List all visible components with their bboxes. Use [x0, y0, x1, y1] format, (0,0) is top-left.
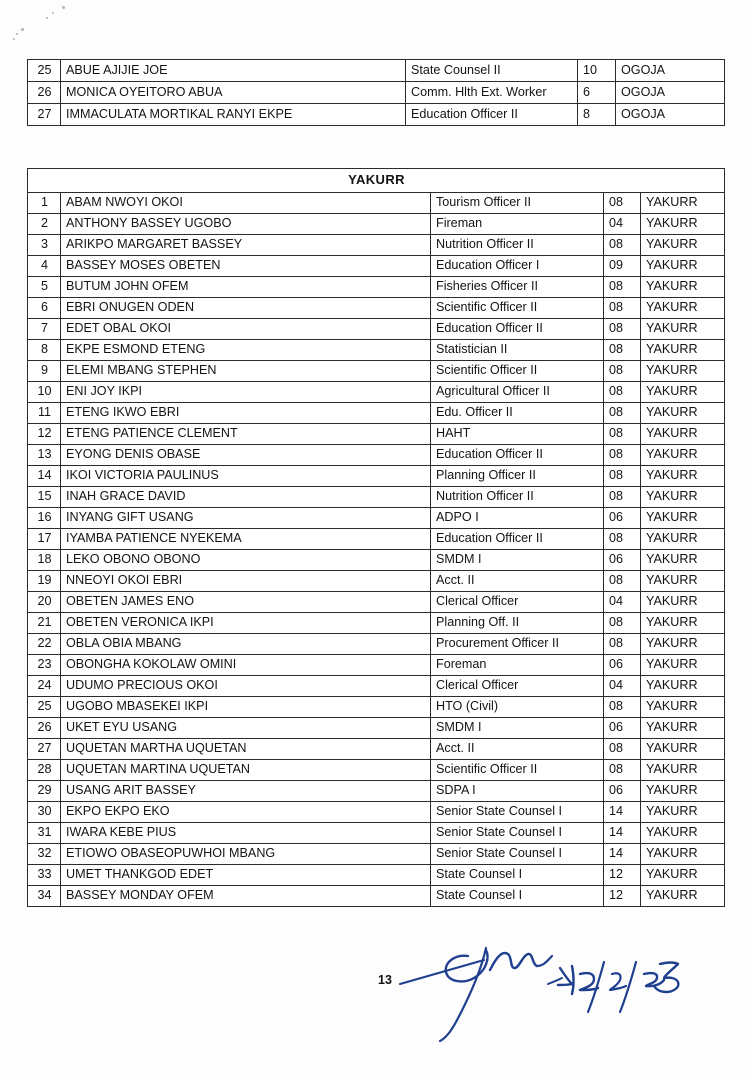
cell-serial-number: 29	[28, 781, 61, 802]
table-row	[28, 865, 725, 886]
section-title: YAKURR	[28, 169, 725, 193]
cell-grade-level: 12	[604, 865, 641, 886]
cell-grade-level: 08	[604, 340, 641, 361]
table-row	[28, 382, 725, 403]
cell-post: Education Officer II	[406, 104, 578, 126]
cell-post: Clerical Officer	[431, 592, 604, 613]
cell-name: ABUE AJIJIE JOE	[61, 60, 406, 82]
cell-post: Foreman	[431, 655, 604, 676]
cell-grade-level: 06	[604, 550, 641, 571]
cell-serial-number: 22	[28, 634, 61, 655]
cell-post: Education Officer II	[431, 529, 604, 550]
cell-post: Edu. Officer II	[431, 403, 604, 424]
cell-serial-number: 27	[28, 739, 61, 760]
cell-lga: YAKURR	[641, 508, 725, 529]
cell-lga: YAKURR	[641, 655, 725, 676]
cell-grade-level: 14	[604, 844, 641, 865]
cell-grade-level: 08	[604, 487, 641, 508]
cell-grade-level: 08	[604, 760, 641, 781]
cell-grade-level: 06	[604, 781, 641, 802]
scan-speck	[13, 38, 15, 40]
cell-grade-level: 08	[604, 739, 641, 760]
cell-serial-number: 28	[28, 760, 61, 781]
cell-lga: YAKURR	[641, 865, 725, 886]
cell-serial-number: 14	[28, 466, 61, 487]
cell-post: Comm. Hlth Ext. Worker	[406, 82, 578, 104]
scan-speck	[62, 6, 65, 9]
cell-post: Clerical Officer	[431, 676, 604, 697]
cell-name: ETIOWO OBASEOPUWHOI MBANG	[61, 844, 431, 865]
cell-grade-level: 04	[604, 214, 641, 235]
cell-lga: YAKURR	[641, 361, 725, 382]
cell-post: Nutrition Officer II	[431, 487, 604, 508]
cell-lga: YAKURR	[641, 676, 725, 697]
staff-table-yakurr	[27, 168, 725, 907]
cell-lga: YAKURR	[641, 781, 725, 802]
cell-lga: YAKURR	[641, 529, 725, 550]
cell-serial-number: 10	[28, 382, 61, 403]
cell-serial-number: 25	[28, 60, 61, 82]
table-row	[28, 571, 725, 592]
cell-lga: YAKURR	[641, 802, 725, 823]
cell-post: SMDM I	[431, 718, 604, 739]
table-row	[28, 823, 725, 844]
cell-grade-level: 08	[604, 466, 641, 487]
cell-name: ENI JOY IKPI	[61, 382, 431, 403]
cell-grade-level: 08	[604, 319, 641, 340]
cell-grade-level: 08	[604, 424, 641, 445]
cell-name: UKET EYU USANG	[61, 718, 431, 739]
cell-lga: YAKURR	[641, 214, 725, 235]
cell-name: EKPO EKPO EKO	[61, 802, 431, 823]
table-row	[28, 214, 725, 235]
scan-speck	[21, 28, 24, 31]
table-row	[28, 886, 725, 907]
cell-lga: YAKURR	[641, 466, 725, 487]
table-row	[28, 613, 725, 634]
cell-lga: YAKURR	[641, 613, 725, 634]
cell-serial-number: 18	[28, 550, 61, 571]
cell-post: Procurement Officer II	[431, 634, 604, 655]
cell-grade-level: 8	[578, 104, 616, 126]
cell-grade-level: 08	[604, 613, 641, 634]
table-row	[28, 655, 725, 676]
table-row	[28, 466, 725, 487]
cell-serial-number: 21	[28, 613, 61, 634]
cell-grade-level: 08	[604, 634, 641, 655]
cell-serial-number: 11	[28, 403, 61, 424]
cell-name: EKPE ESMOND ETENG	[61, 340, 431, 361]
cell-serial-number: 5	[28, 277, 61, 298]
table-row	[28, 319, 725, 340]
cell-serial-number: 15	[28, 487, 61, 508]
cell-name: UMET THANKGOD EDET	[61, 865, 431, 886]
table-row	[28, 634, 725, 655]
cell-grade-level: 14	[604, 823, 641, 844]
table-row	[28, 361, 725, 382]
cell-name: ABAM NWOYI OKOI	[61, 193, 431, 214]
cell-serial-number: 23	[28, 655, 61, 676]
scan-speck	[52, 12, 54, 14]
cell-grade-level: 06	[604, 508, 641, 529]
cell-post: Senior State Counsel I	[431, 802, 604, 823]
cell-name: USANG ARIT BASSEY	[61, 781, 431, 802]
table-row	[28, 298, 725, 319]
cell-name: EBRI ONUGEN ODEN	[61, 298, 431, 319]
cell-post: Scientific Officer II	[431, 760, 604, 781]
cell-serial-number: 27	[28, 104, 61, 126]
cell-serial-number: 1	[28, 193, 61, 214]
table-row	[28, 697, 725, 718]
table-row	[28, 760, 725, 781]
cell-lga: YAKURR	[641, 823, 725, 844]
cell-post: Planning Off. II	[431, 613, 604, 634]
cell-post: Nutrition Officer II	[431, 235, 604, 256]
cell-post: HAHT	[431, 424, 604, 445]
cell-post: State Counsel I	[431, 886, 604, 907]
table-row	[28, 235, 725, 256]
cell-grade-level: 08	[604, 361, 641, 382]
cell-lga: YAKURR	[641, 382, 725, 403]
cell-post: Agricultural Officer II	[431, 382, 604, 403]
cell-lga: YAKURR	[641, 760, 725, 781]
cell-lga: YAKURR	[641, 718, 725, 739]
cell-post: SDPA I	[431, 781, 604, 802]
cell-lga: YAKURR	[641, 319, 725, 340]
cell-name: BUTUM JOHN OFEM	[61, 277, 431, 298]
table-row	[28, 445, 725, 466]
table-row	[28, 82, 725, 104]
cell-grade-level: 08	[604, 445, 641, 466]
page-number: 13	[378, 973, 392, 987]
cell-serial-number: 26	[28, 718, 61, 739]
cell-post: HTO (Civil)	[431, 697, 604, 718]
cell-serial-number: 33	[28, 865, 61, 886]
cell-name: OBETEN VERONICA IKPI	[61, 613, 431, 634]
cell-name: UQUETAN MARTHA UQUETAN	[61, 739, 431, 760]
scan-speck	[16, 33, 18, 35]
table-body	[28, 60, 725, 126]
cell-grade-level: 14	[604, 802, 641, 823]
cell-serial-number: 30	[28, 802, 61, 823]
table-row	[28, 256, 725, 277]
cell-lga: OGOJA	[616, 82, 725, 104]
table-row	[28, 550, 725, 571]
cell-name: EYONG DENIS OBASE	[61, 445, 431, 466]
cell-lga: YAKURR	[641, 634, 725, 655]
cell-name: INYANG GIFT USANG	[61, 508, 431, 529]
cell-serial-number: 34	[28, 886, 61, 907]
cell-lga: YAKURR	[641, 256, 725, 277]
cell-serial-number: 4	[28, 256, 61, 277]
cell-lga: YAKURR	[641, 340, 725, 361]
cell-lga: YAKURR	[641, 571, 725, 592]
cell-name: ELEMI MBANG STEPHEN	[61, 361, 431, 382]
table-row	[28, 424, 725, 445]
cell-name: IYAMBA PATIENCE NYEKEMA	[61, 529, 431, 550]
cell-post: Fireman	[431, 214, 604, 235]
table-row	[28, 592, 725, 613]
cell-name: ARIKPO MARGARET BASSEY	[61, 235, 431, 256]
table-row	[28, 193, 725, 214]
table-row	[28, 104, 725, 126]
cell-serial-number: 7	[28, 319, 61, 340]
table-row	[28, 487, 725, 508]
cell-post: Education Officer II	[431, 445, 604, 466]
cell-post: SMDM I	[431, 550, 604, 571]
table-row	[28, 529, 725, 550]
cell-serial-number: 2	[28, 214, 61, 235]
cell-name: MONICA OYEITORO ABUA	[61, 82, 406, 104]
cell-grade-level: 09	[604, 256, 641, 277]
cell-grade-level: 04	[604, 592, 641, 613]
table-row	[28, 844, 725, 865]
cell-serial-number: 12	[28, 424, 61, 445]
section-header-row	[28, 169, 725, 193]
cell-serial-number: 16	[28, 508, 61, 529]
table-row	[28, 676, 725, 697]
cell-post: Senior State Counsel I	[431, 823, 604, 844]
cell-lga: OGOJA	[616, 104, 725, 126]
cell-serial-number: 19	[28, 571, 61, 592]
cell-name: OBLA OBIA MBANG	[61, 634, 431, 655]
cell-serial-number: 3	[28, 235, 61, 256]
cell-grade-level: 08	[604, 529, 641, 550]
cell-post: Education Officer II	[431, 319, 604, 340]
cell-serial-number: 6	[28, 298, 61, 319]
table-row	[28, 718, 725, 739]
cell-lga: YAKURR	[641, 277, 725, 298]
cell-serial-number: 31	[28, 823, 61, 844]
table-row	[28, 508, 725, 529]
table-row	[28, 340, 725, 361]
cell-name: ETENG IKWO EBRI	[61, 403, 431, 424]
cell-post: Planning Officer II	[431, 466, 604, 487]
cell-grade-level: 04	[604, 676, 641, 697]
cell-name: NNEOYI OKOI EBRI	[61, 571, 431, 592]
cell-grade-level: 08	[604, 298, 641, 319]
cell-name: INAH GRACE DAVID	[61, 487, 431, 508]
cell-name: OBONGHA KOKOLAW OMINI	[61, 655, 431, 676]
scan-speck	[46, 17, 48, 19]
cell-lga: YAKURR	[641, 697, 725, 718]
cell-grade-level: 08	[604, 571, 641, 592]
cell-grade-level: 12	[604, 886, 641, 907]
cell-lga: YAKURR	[641, 844, 725, 865]
table-row	[28, 60, 725, 82]
cell-post: Fisheries Officer II	[431, 277, 604, 298]
table-row	[28, 781, 725, 802]
cell-post: Acct. II	[431, 571, 604, 592]
table-row	[28, 739, 725, 760]
cell-serial-number: 24	[28, 676, 61, 697]
cell-post: ADPO I	[431, 508, 604, 529]
handwritten-signature	[398, 940, 698, 1045]
cell-grade-level: 06	[604, 655, 641, 676]
cell-name: EDET OBAL OKOI	[61, 319, 431, 340]
cell-serial-number: 26	[28, 82, 61, 104]
cell-grade-level: 06	[604, 718, 641, 739]
cell-lga: OGOJA	[616, 60, 725, 82]
cell-post: Scientific Officer II	[431, 361, 604, 382]
cell-lga: YAKURR	[641, 886, 725, 907]
cell-serial-number: 25	[28, 697, 61, 718]
cell-grade-level: 08	[604, 235, 641, 256]
cell-post: Acct. II	[431, 739, 604, 760]
cell-name: UDUMO PRECIOUS OKOI	[61, 676, 431, 697]
cell-serial-number: 9	[28, 361, 61, 382]
cell-serial-number: 17	[28, 529, 61, 550]
cell-post: State Counsel I	[431, 865, 604, 886]
cell-name: UGOBO MBASEKEI IKPI	[61, 697, 431, 718]
cell-grade-level: 08	[604, 403, 641, 424]
cell-lga: YAKURR	[641, 739, 725, 760]
cell-post: State Counsel II	[406, 60, 578, 82]
cell-name: ANTHONY BASSEY UGOBO	[61, 214, 431, 235]
cell-grade-level: 6	[578, 82, 616, 104]
cell-grade-level: 08	[604, 193, 641, 214]
staff-table-ogoja-continued	[27, 59, 725, 126]
cell-name: LEKO OBONO OBONO	[61, 550, 431, 571]
table-row	[28, 277, 725, 298]
cell-grade-level: 08	[604, 382, 641, 403]
cell-name: ETENG PATIENCE CLEMENT	[61, 424, 431, 445]
cell-lga: YAKURR	[641, 235, 725, 256]
cell-name: BASSEY MOSES OBETEN	[61, 256, 431, 277]
table-body	[28, 169, 725, 907]
cell-lga: YAKURR	[641, 193, 725, 214]
cell-lga: YAKURR	[641, 487, 725, 508]
table-row	[28, 403, 725, 424]
cell-post: Senior State Counsel I	[431, 844, 604, 865]
cell-name: UQUETAN MARTINA UQUETAN	[61, 760, 431, 781]
cell-serial-number: 13	[28, 445, 61, 466]
cell-name: IMMACULATA MORTIKAL RANYI EKPE	[61, 104, 406, 126]
cell-serial-number: 8	[28, 340, 61, 361]
cell-post: Statistician II	[431, 340, 604, 361]
cell-lga: YAKURR	[641, 592, 725, 613]
table-row	[28, 802, 725, 823]
cell-serial-number: 32	[28, 844, 61, 865]
cell-post: Education Officer I	[431, 256, 604, 277]
cell-name: IWARA KEBE PIUS	[61, 823, 431, 844]
cell-grade-level: 08	[604, 277, 641, 298]
cell-lga: YAKURR	[641, 445, 725, 466]
cell-lga: YAKURR	[641, 298, 725, 319]
cell-post: Tourism Officer II	[431, 193, 604, 214]
cell-name: IKOI VICTORIA PAULINUS	[61, 466, 431, 487]
cell-lga: YAKURR	[641, 550, 725, 571]
cell-name: BASSEY MONDAY OFEM	[61, 886, 431, 907]
cell-post: Scientific Officer II	[431, 298, 604, 319]
cell-grade-level: 08	[604, 697, 641, 718]
cell-grade-level: 10	[578, 60, 616, 82]
cell-serial-number: 20	[28, 592, 61, 613]
cell-lga: YAKURR	[641, 403, 725, 424]
cell-lga: YAKURR	[641, 424, 725, 445]
cell-name: OBETEN JAMES ENO	[61, 592, 431, 613]
